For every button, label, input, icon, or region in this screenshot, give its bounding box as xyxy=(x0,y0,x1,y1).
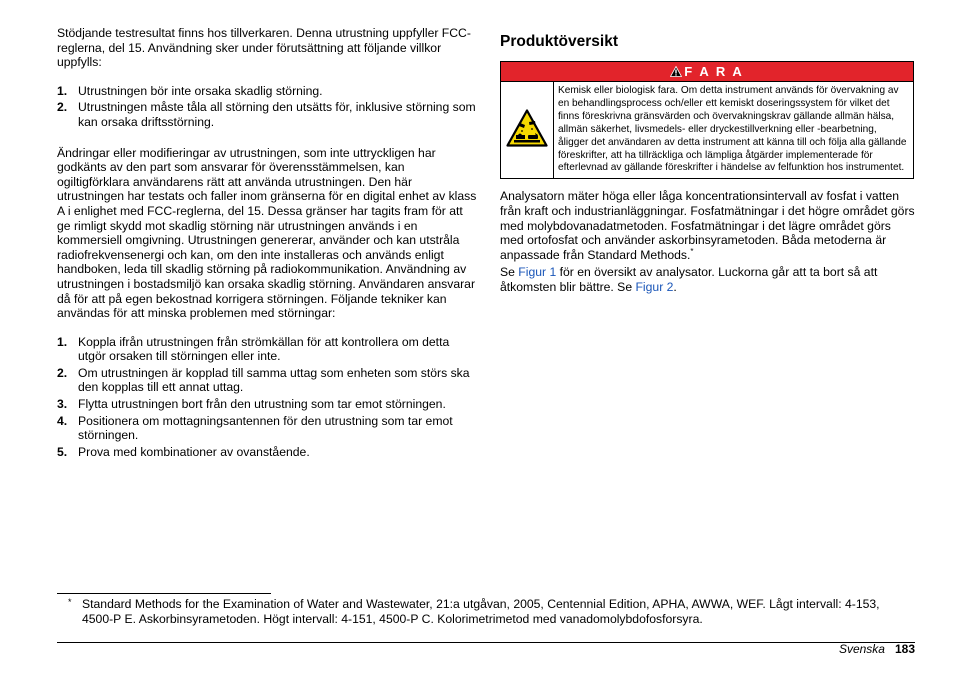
section-heading: Produktöversikt xyxy=(500,33,619,50)
see-suffix: . xyxy=(673,279,677,294)
figure-1-link[interactable]: Figur 1 xyxy=(518,265,557,280)
list-item xyxy=(57,445,477,460)
danger-header xyxy=(501,62,913,82)
list-item-text: Koppla ifrån utrustningen från strömkällan för att kontrollera om detta utgör orsaken till störningen eller inte. xyxy=(78,334,450,364)
list-item xyxy=(57,100,477,129)
list-number: 2. xyxy=(57,100,68,115)
list-number: 2. xyxy=(57,365,68,380)
analyzer-text: Analysatorn mäter höga eller låga koncentrationsintervall av fosfat i vatten från kraft och industrianläggningar. Fosfatmätningar i det högre området görs med molybdovanadatmetoden. Fosfatmätningar i det lägre området görs med ortofosfat och använder askorbinsyrametoden. Båda metoderna är anpassade från Standard Methods. xyxy=(500,189,915,262)
footnote xyxy=(68,597,898,626)
see-prefix: Se xyxy=(500,265,519,280)
fcc-conditions-list xyxy=(57,84,477,130)
list-item xyxy=(57,397,477,412)
danger-label: F A R A xyxy=(684,64,744,79)
list-item-text: Positionera om mottagningsantennen för den utrustning som tar emot störningen. xyxy=(78,413,453,443)
list-item xyxy=(57,335,477,364)
list-item-text: Utrustningen bör inte orsaka skadlig störning. xyxy=(78,83,323,98)
footnote-mark: * xyxy=(68,597,72,607)
fcc-modifications-paragraph: Ändringar eller modifieringar av utrustningen, som inte uttryckligen har godkänts av den part som ansvarar för överensstämmelsen, kan ogiltigförklara användarens rätt att använda utrustningen. Den här utrustningen har testats och faller inom gränserna för en digital enhet av klass A i enlighet med FCC-reglerna, del 15. Dessa gränser har tagits fram för att ge rimligt skydd mot skadlig störning när utrustningen används i en kommersiell omgivning. Utrustningen genererar, använder och kan utstråla radiofrekvensenergi och kan, om den inte installeras och används enligt handboken, leda till skadlig störning på radiokommunikation. Användning av utrustningen i bostadsmiljö kan orsaka skadlig störning. Användaren ansvarar då för att på egen bekostnad korrigera störningen. Följande tekniker kan användas för att minska problemen med störningar: xyxy=(57,145,477,321)
page-footer xyxy=(839,642,915,656)
footnote-text: Standard Methods for the Examination of Water and Wastewater, 21:a utgåvan, 2005, Centennial Edition, APHA, AWWA, WEF. Lågt intervall: 4-153, 4500-P E. Askorbinsyrametoden. Högt intervall: 4-151, 4500-P C. Kolorimetrimetod med vanadomolybdofosforsyra. xyxy=(82,597,880,626)
left-column xyxy=(57,26,477,461)
list-number: 1. xyxy=(57,83,68,98)
page-number: 183 xyxy=(894,642,915,656)
analyzer-paragraph xyxy=(500,189,915,262)
list-item xyxy=(57,84,477,99)
list-item-text: Flytta utrustningen bort från den utrustning som tar emot störningen. xyxy=(78,397,446,412)
danger-body xyxy=(501,82,913,178)
footer-language: Svenska xyxy=(838,642,885,656)
interference-techniques-list xyxy=(57,335,477,460)
list-number: 4. xyxy=(57,413,68,428)
figure-reference-paragraph xyxy=(500,265,915,294)
list-item xyxy=(57,414,477,443)
right-column xyxy=(500,33,915,295)
fcc-intro-paragraph: Stödjande testresultat finns hos tillverkaren. Denna utrustning uppfyller FCC-reglerna, del 15. Användning sker under förutsättning att följande villkor uppfylls: xyxy=(57,26,471,70)
corrosive-hazard-icon xyxy=(506,109,548,151)
figure-2-link[interactable]: Figur 2 xyxy=(635,279,674,294)
footnote-reference[interactable]: * xyxy=(690,246,694,256)
list-item-text: Prova med kombinationer av ovanstående. xyxy=(78,444,310,459)
see-middle: för en översikt av analysator. Luckorna går att ta bort så att åtkomsten blir bättre. Se xyxy=(500,265,878,294)
list-item xyxy=(57,366,477,395)
danger-box xyxy=(500,61,914,179)
danger-text: Kemisk eller biologisk fara. Om detta instrument används för övervakning av en behandlingsprocess och/eller ett kemiskt doseringssystem för vilket det finns föreskrivna gränsvärden och övervakningskrav gällande allmän hälsa, allmän säkerhet, livsmedels- eller dryckestillverkning eller -bearbetning, åligger det användaren av detta instrument att känna till och följa alla gällande föreskrifter, att ha tillräckliga och lämpliga åtgärder implementerade för efterlevnad av gällande föreskrifter i händelse av felfunktion hos instrumentet. xyxy=(558,85,907,174)
page-footer-divider xyxy=(57,642,915,643)
warning-triangle-icon xyxy=(670,63,682,82)
list-number: 3. xyxy=(57,397,68,412)
list-item-text: Om utrustningen är kopplad till samma uttag som enheten som störs ska den kopplas till ett annat uttag. xyxy=(78,365,470,395)
list-item-text: Utrustningen måste tåla all störning den utsätts för, inklusive störning som kan orsaka driftsstörning. xyxy=(78,100,476,129)
danger-icon-cell xyxy=(501,82,554,178)
list-number: 1. xyxy=(57,334,68,349)
footnote-divider xyxy=(57,593,271,594)
list-number: 5. xyxy=(57,444,68,459)
